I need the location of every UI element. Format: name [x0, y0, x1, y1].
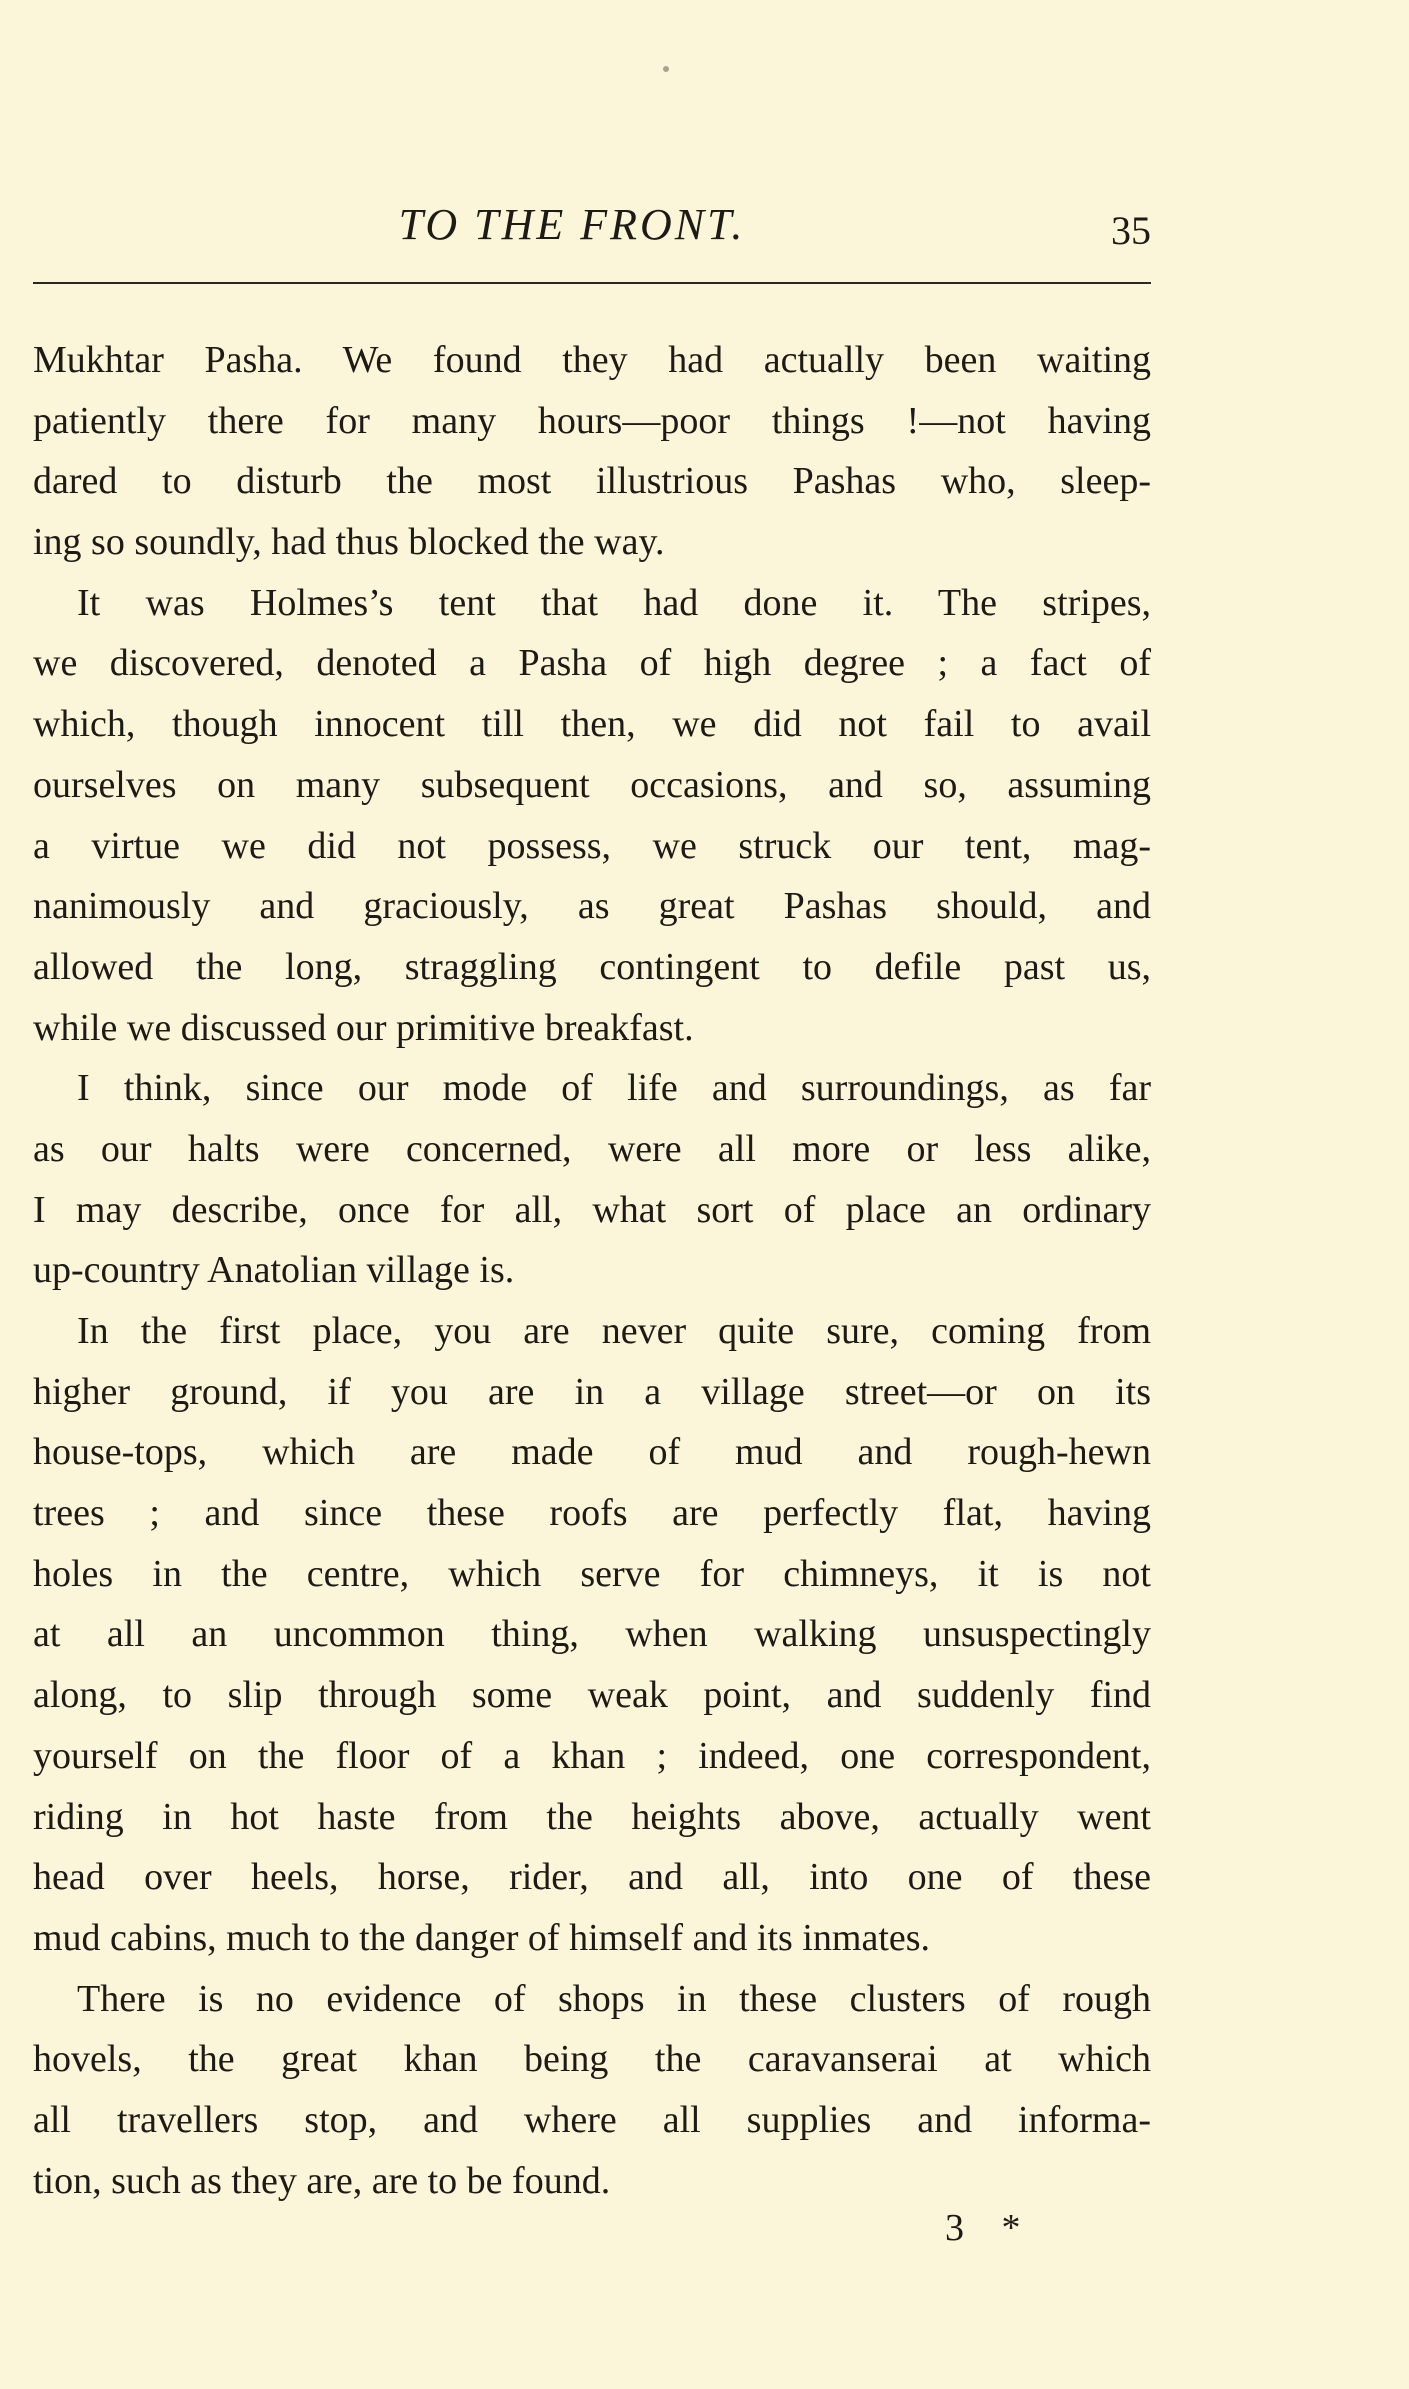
- text-line: at all an uncommon thing, when walking unsuspectingly: [33, 1613, 1151, 1656]
- text-line: higher ground, if you are in a village street—or on its: [33, 1370, 1151, 1413]
- text-line: Mukhtar Pasha. We found they had actually been waiting: [33, 339, 1151, 381]
- page-number: 35: [1111, 208, 1151, 253]
- text-line: hovels, the great khan being the caravanserai at which: [33, 2038, 1151, 2081]
- text-line: ourselves on many subsequent occasions, and so, assuming: [33, 763, 1151, 806]
- text-line: a virtue we did not possess, we struck our tent, mag-: [33, 824, 1151, 867]
- text-line: head over heels, horse, rider, and all, into one of these: [33, 1856, 1151, 1899]
- text-line: tion, such as they are, are to be found.: [33, 2159, 611, 2202]
- text-line: while we discussed our primitive breakfast.: [33, 1006, 694, 1049]
- text-line: as our halts were concerned, were all more or less alike,: [33, 1127, 1151, 1170]
- text-line: patiently there for many hours—poor things !—not having: [33, 399, 1151, 442]
- text-line: dared to disturb the most illustrious Pashas who, sleep-: [33, 460, 1151, 503]
- signature-mark: 3 *: [945, 2207, 1035, 2249]
- header-rule: [33, 282, 1151, 284]
- text-line: we discovered, denoted a Pasha of high degree ; a fact of: [33, 642, 1151, 685]
- text-line: mud cabins, much to the danger of himself and its inmates.: [33, 1916, 931, 1959]
- text-line: along, to slip through some weak point, and suddenly find: [33, 1674, 1151, 1717]
- text-line: allowed the long, straggling contingent to defile past us,: [33, 945, 1151, 988]
- text-line: which, though innocent till then, we did not fail to avail: [33, 703, 1151, 746]
- text-line: It was Holmes’s tent that had done it. The stripes,: [77, 581, 1151, 624]
- body-text: [33, 330, 1151, 2211]
- text-line: I may describe, once for all, what sort of place an ordinary: [33, 1188, 1151, 1231]
- paper-speck: [663, 66, 669, 72]
- page-header: [33, 195, 1151, 255]
- running-title: TO THE FRONT.: [398, 200, 746, 249]
- text-line: house-tops, which are made of mud and rough-hewn: [33, 1431, 1151, 1474]
- text-line: ing so soundly, had thus blocked the way.: [33, 521, 665, 564]
- text-line: riding in hot haste from the heights above, actually went: [33, 1795, 1151, 1838]
- text-line: There is no evidence of shops in these clusters of rough: [77, 1977, 1151, 2020]
- text-line: holes in the centre, which serve for chimneys, it is not: [33, 1552, 1151, 1595]
- text-line: trees ; and since these roofs are perfectly flat, having: [33, 1492, 1151, 1535]
- text-line: all travellers stop, and where all supplies and informa-: [33, 2098, 1151, 2141]
- text-line: up-country Anatolian village is.: [33, 1249, 515, 1292]
- text-line: nanimously and graciously, as great Pashas should, and: [33, 885, 1151, 928]
- text-line: I think, since our mode of life and surroundings, as far: [77, 1067, 1151, 1110]
- text-line: In the first place, you are never quite sure, coming from: [77, 1310, 1151, 1352]
- text-line: yourself on the floor of a khan ; indeed, one correspondent,: [33, 1734, 1151, 1777]
